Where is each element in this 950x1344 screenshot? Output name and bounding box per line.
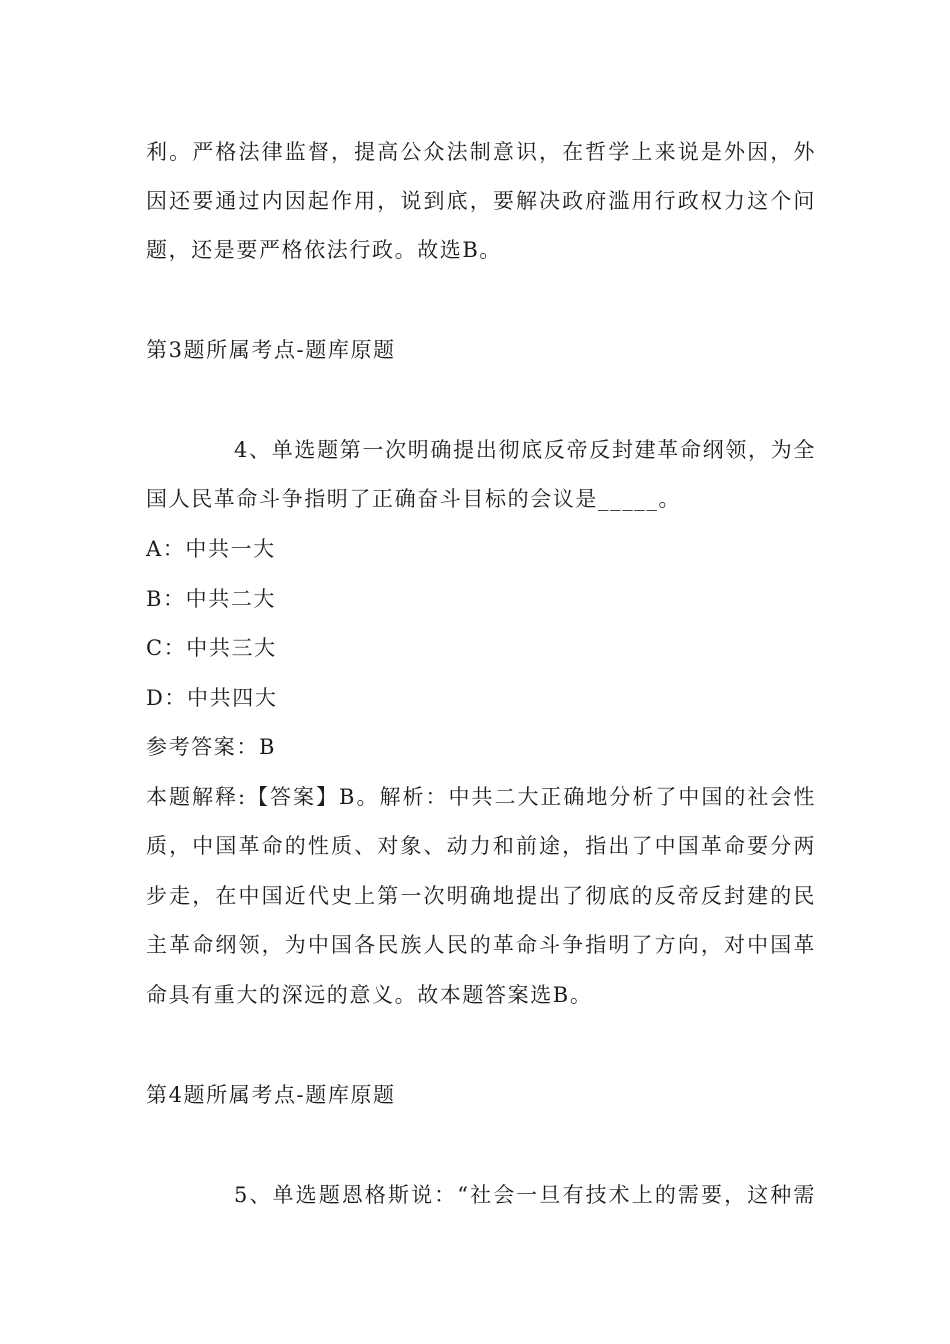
q4-option-a: A：中共一大 — [146, 537, 276, 561]
q4-explanation-line-1: 本题解释:【答案】B。解析：中共二大正确地分析了中国的社会性 — [146, 785, 816, 809]
q4-answer: 参考答案：B — [146, 735, 277, 759]
q5-stem-line-1: 5、单选题恩格斯说：“社会一旦有技术上的需要，这种需 — [234, 1183, 816, 1207]
q4-explanation-line-3: 步走，在中国近代史上第一次明确地提出了彻底的反帝反封建的民 — [146, 884, 816, 908]
q4-explanation-line-4: 主革命纲领，为中国各民族人民的革命斗争指明了方向，对中国革 — [146, 933, 816, 957]
q3-explanation-line-1: 利。严格法律监督，提高公众法制意识，在哲学上来说是外因，外 — [146, 140, 816, 164]
q4-topic-label: 第4题所属考点-题库原题 — [146, 1083, 396, 1107]
q3-explanation-line-3: 题，还是要严格依法行政。故选B。 — [146, 238, 503, 262]
q4-option-d: D：中共四大 — [146, 686, 278, 710]
q4-option-b: B：中共二大 — [146, 587, 277, 611]
q3-topic-label: 第3题所属考点-题库原题 — [146, 338, 396, 362]
q3-explanation-line-2: 因还要通过内因起作用，说到底，要解决政府滥用行政权力这个问 — [146, 189, 816, 213]
q4-explanation-line-2: 质，中国革命的性质、对象、动力和前途，指出了中国革命要分两 — [146, 834, 816, 858]
q4-explanation-line-5: 命具有重大的深远的意义。故本题答案选B。 — [146, 983, 593, 1007]
q4-stem-line-2: 国人民革命斗争指明了正确奋斗目标的会议是_____。 — [146, 487, 682, 511]
q4-option-c: C：中共三大 — [146, 636, 277, 660]
q4-stem-line-1: 4、单选题第一次明确提出彻底反帝反封建革命纲领，为全 — [234, 438, 816, 462]
